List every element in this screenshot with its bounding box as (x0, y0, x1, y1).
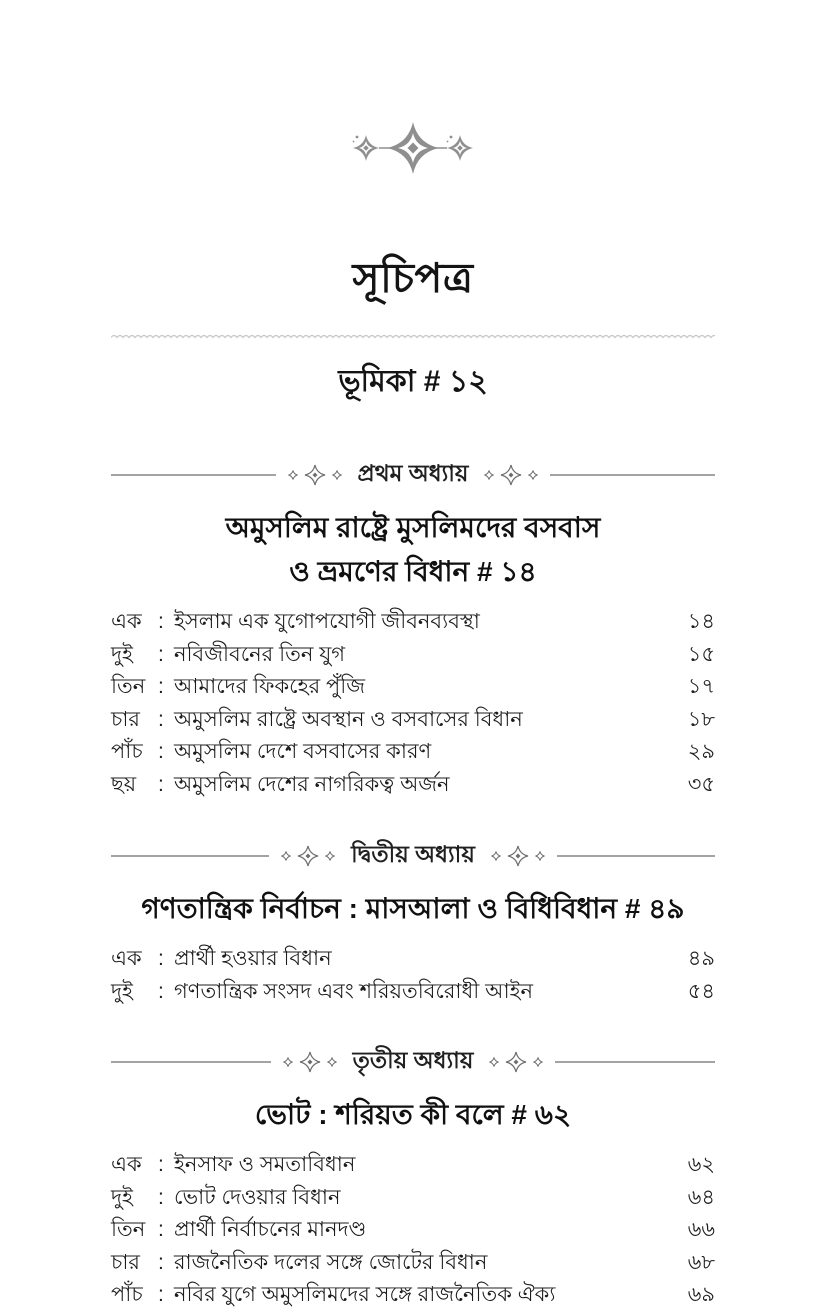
entry-label: দুই (111, 642, 133, 666)
chapter-title (111, 1093, 715, 1137)
chapter-heading: তৃতীয় অধ্যায় (352, 1047, 474, 1073)
chapter-title (111, 887, 715, 931)
entry-page-number: ১৭ (687, 675, 715, 698)
toc-entry (111, 943, 715, 976)
entry-title: ইনসাফ ও সমতাবিধান (174, 1153, 356, 1176)
intro-entry: ভূমিকা # ১২ (338, 365, 488, 398)
toc-entry (111, 606, 715, 639)
toc-entry (111, 1247, 715, 1280)
chapter-heading-row (111, 1042, 715, 1081)
entry-label: এক (111, 947, 142, 970)
entry-page-number: ৬৯ (687, 1283, 715, 1306)
entry-title: ইসলাম এক যুগোপযোগী জীবনব্যবস্থা (174, 610, 480, 633)
entry-colon: : (158, 610, 164, 633)
toc-entry (111, 1214, 715, 1247)
diamond-ornament-icon (286, 463, 344, 487)
entry-page-number: ১৮ (687, 707, 715, 731)
divider-line (111, 855, 269, 857)
entry-colon: : (158, 642, 164, 666)
entry-label: পাঁচ (111, 740, 143, 763)
chapter-heading: প্রথম অধ্যায় (357, 460, 469, 486)
entry-colon: : (158, 1153, 164, 1176)
toc-entry (111, 1182, 715, 1215)
entry-label: দুই (111, 1185, 133, 1209)
entry-colon: : (158, 1250, 164, 1274)
toc-entry (111, 1149, 715, 1182)
divider-line (550, 474, 715, 476)
entry-label: ছয় (111, 772, 137, 796)
entry-page-number: ২৯ (687, 740, 715, 763)
divider-line (557, 855, 715, 857)
fleuron-ornament-icon (111, 0, 715, 185)
entry-page-number: ৬৪ (687, 1185, 715, 1209)
entry-title: অমুসলিম দেশে বসবাসের কারণ (174, 740, 432, 763)
entry-title: ভোট দেওয়ার বিধান (174, 1185, 341, 1209)
entry-title: অমুসলিম রাষ্ট্রে অবস্থান ও বসবাসের বিধান (174, 707, 523, 731)
toc-entry (111, 769, 715, 802)
entry-colon: : (158, 772, 164, 796)
entry-colon: : (158, 947, 164, 970)
entry-page-number: ১৪ (687, 610, 715, 633)
chapter-entries (111, 943, 715, 1008)
entry-title: গণতান্ত্রিক সংসদ এবং শরিয়তবিরোধী আইন (174, 979, 534, 1003)
entry-page-number: ৩৫ (687, 772, 715, 796)
toc-entry (111, 639, 715, 672)
entry-colon: : (158, 979, 164, 1003)
chapter-entries (111, 1149, 715, 1312)
entry-title: অমুসলিম দেশের নাগরিকত্ব অর্জন (174, 772, 450, 796)
chapter-heading-row (111, 455, 715, 494)
diamond-ornament-icon (281, 1050, 339, 1074)
diamond-ornament-icon (279, 844, 337, 868)
toc-entry (111, 1279, 715, 1312)
toc-entry (111, 736, 715, 769)
entry-page-number: ৪৯ (687, 947, 715, 970)
entry-title: প্রার্থী হওয়ার বিধান (174, 947, 332, 970)
entry-colon: : (158, 1283, 164, 1306)
entry-page-number: ৬৮ (687, 1250, 715, 1274)
entry-label: দুই (111, 979, 133, 1003)
chapter-title-line: ও ভ্রমণের বিধান # ১৪ (289, 556, 537, 587)
entry-title: রাজনৈতিক দলের সঙ্গে জোটের বিধান (174, 1250, 488, 1274)
chapter-heading: দ্বিতীয় অধ্যায় (351, 841, 475, 867)
entry-colon: : (158, 740, 164, 763)
entry-label: চার (111, 707, 140, 731)
wavy-divider (111, 332, 715, 340)
toc-page (111, 0, 715, 1312)
entry-colon: : (158, 1218, 164, 1241)
entry-page-number: ৬২ (687, 1153, 715, 1176)
divider-line (111, 474, 276, 476)
entry-colon: : (158, 707, 164, 731)
entry-title: নবিজীবনের তিন যুগ (174, 642, 346, 666)
diamond-ornament-icon (487, 1050, 545, 1074)
chapter-title-line: ভোট : শরিয়ত কী বলে # ৬২ (254, 1099, 572, 1130)
page-title: সূচিপত্র (352, 255, 474, 301)
entry-page-number: ৫৪ (687, 979, 715, 1003)
entry-label: তিন (111, 1218, 146, 1241)
chapter-section-3 (111, 1042, 715, 1312)
chapter-title (111, 506, 715, 594)
entry-page-number: ৬৬ (687, 1218, 715, 1241)
toc-entry (111, 671, 715, 704)
entry-title: নবির যুগে অমুসলিমদের সঙ্গে রাজনৈতিক ঐক্য (174, 1283, 556, 1306)
entry-page-number: ১৫ (687, 642, 715, 666)
diamond-ornament-icon (489, 844, 547, 868)
entry-label: তিন (111, 675, 146, 698)
chapter-section-2 (111, 836, 715, 1008)
chapter-title-line: গণতান্ত্রিক নির্বাচন : মাসআলা ও বিধিবিধান # ৪৯ (141, 893, 685, 924)
chapter-entries (111, 606, 715, 801)
entry-label: পাঁচ (111, 1283, 143, 1306)
entry-label: এক (111, 610, 142, 633)
entry-title: আমাদের ফিকহের পুঁজি (174, 675, 366, 698)
toc-entry (111, 704, 715, 737)
entry-label: চার (111, 1250, 140, 1274)
entry-label: এক (111, 1153, 142, 1176)
entry-colon: : (158, 675, 164, 698)
chapter-title-line: অমুসলিম রাষ্ট্রে মুসলিমদের বসবাস (225, 512, 601, 543)
diamond-ornament-icon (482, 463, 540, 487)
entry-title: প্রার্থী নির্বাচনের মানদণ্ড (174, 1218, 367, 1241)
fleuron-ornament-svg (338, 116, 488, 180)
divider-line (111, 1061, 271, 1063)
chapter-heading-row (111, 836, 715, 875)
chapter-section-1 (111, 455, 715, 801)
entry-colon: : (158, 1185, 164, 1209)
toc-entry (111, 976, 715, 1009)
divider-line (555, 1061, 715, 1063)
